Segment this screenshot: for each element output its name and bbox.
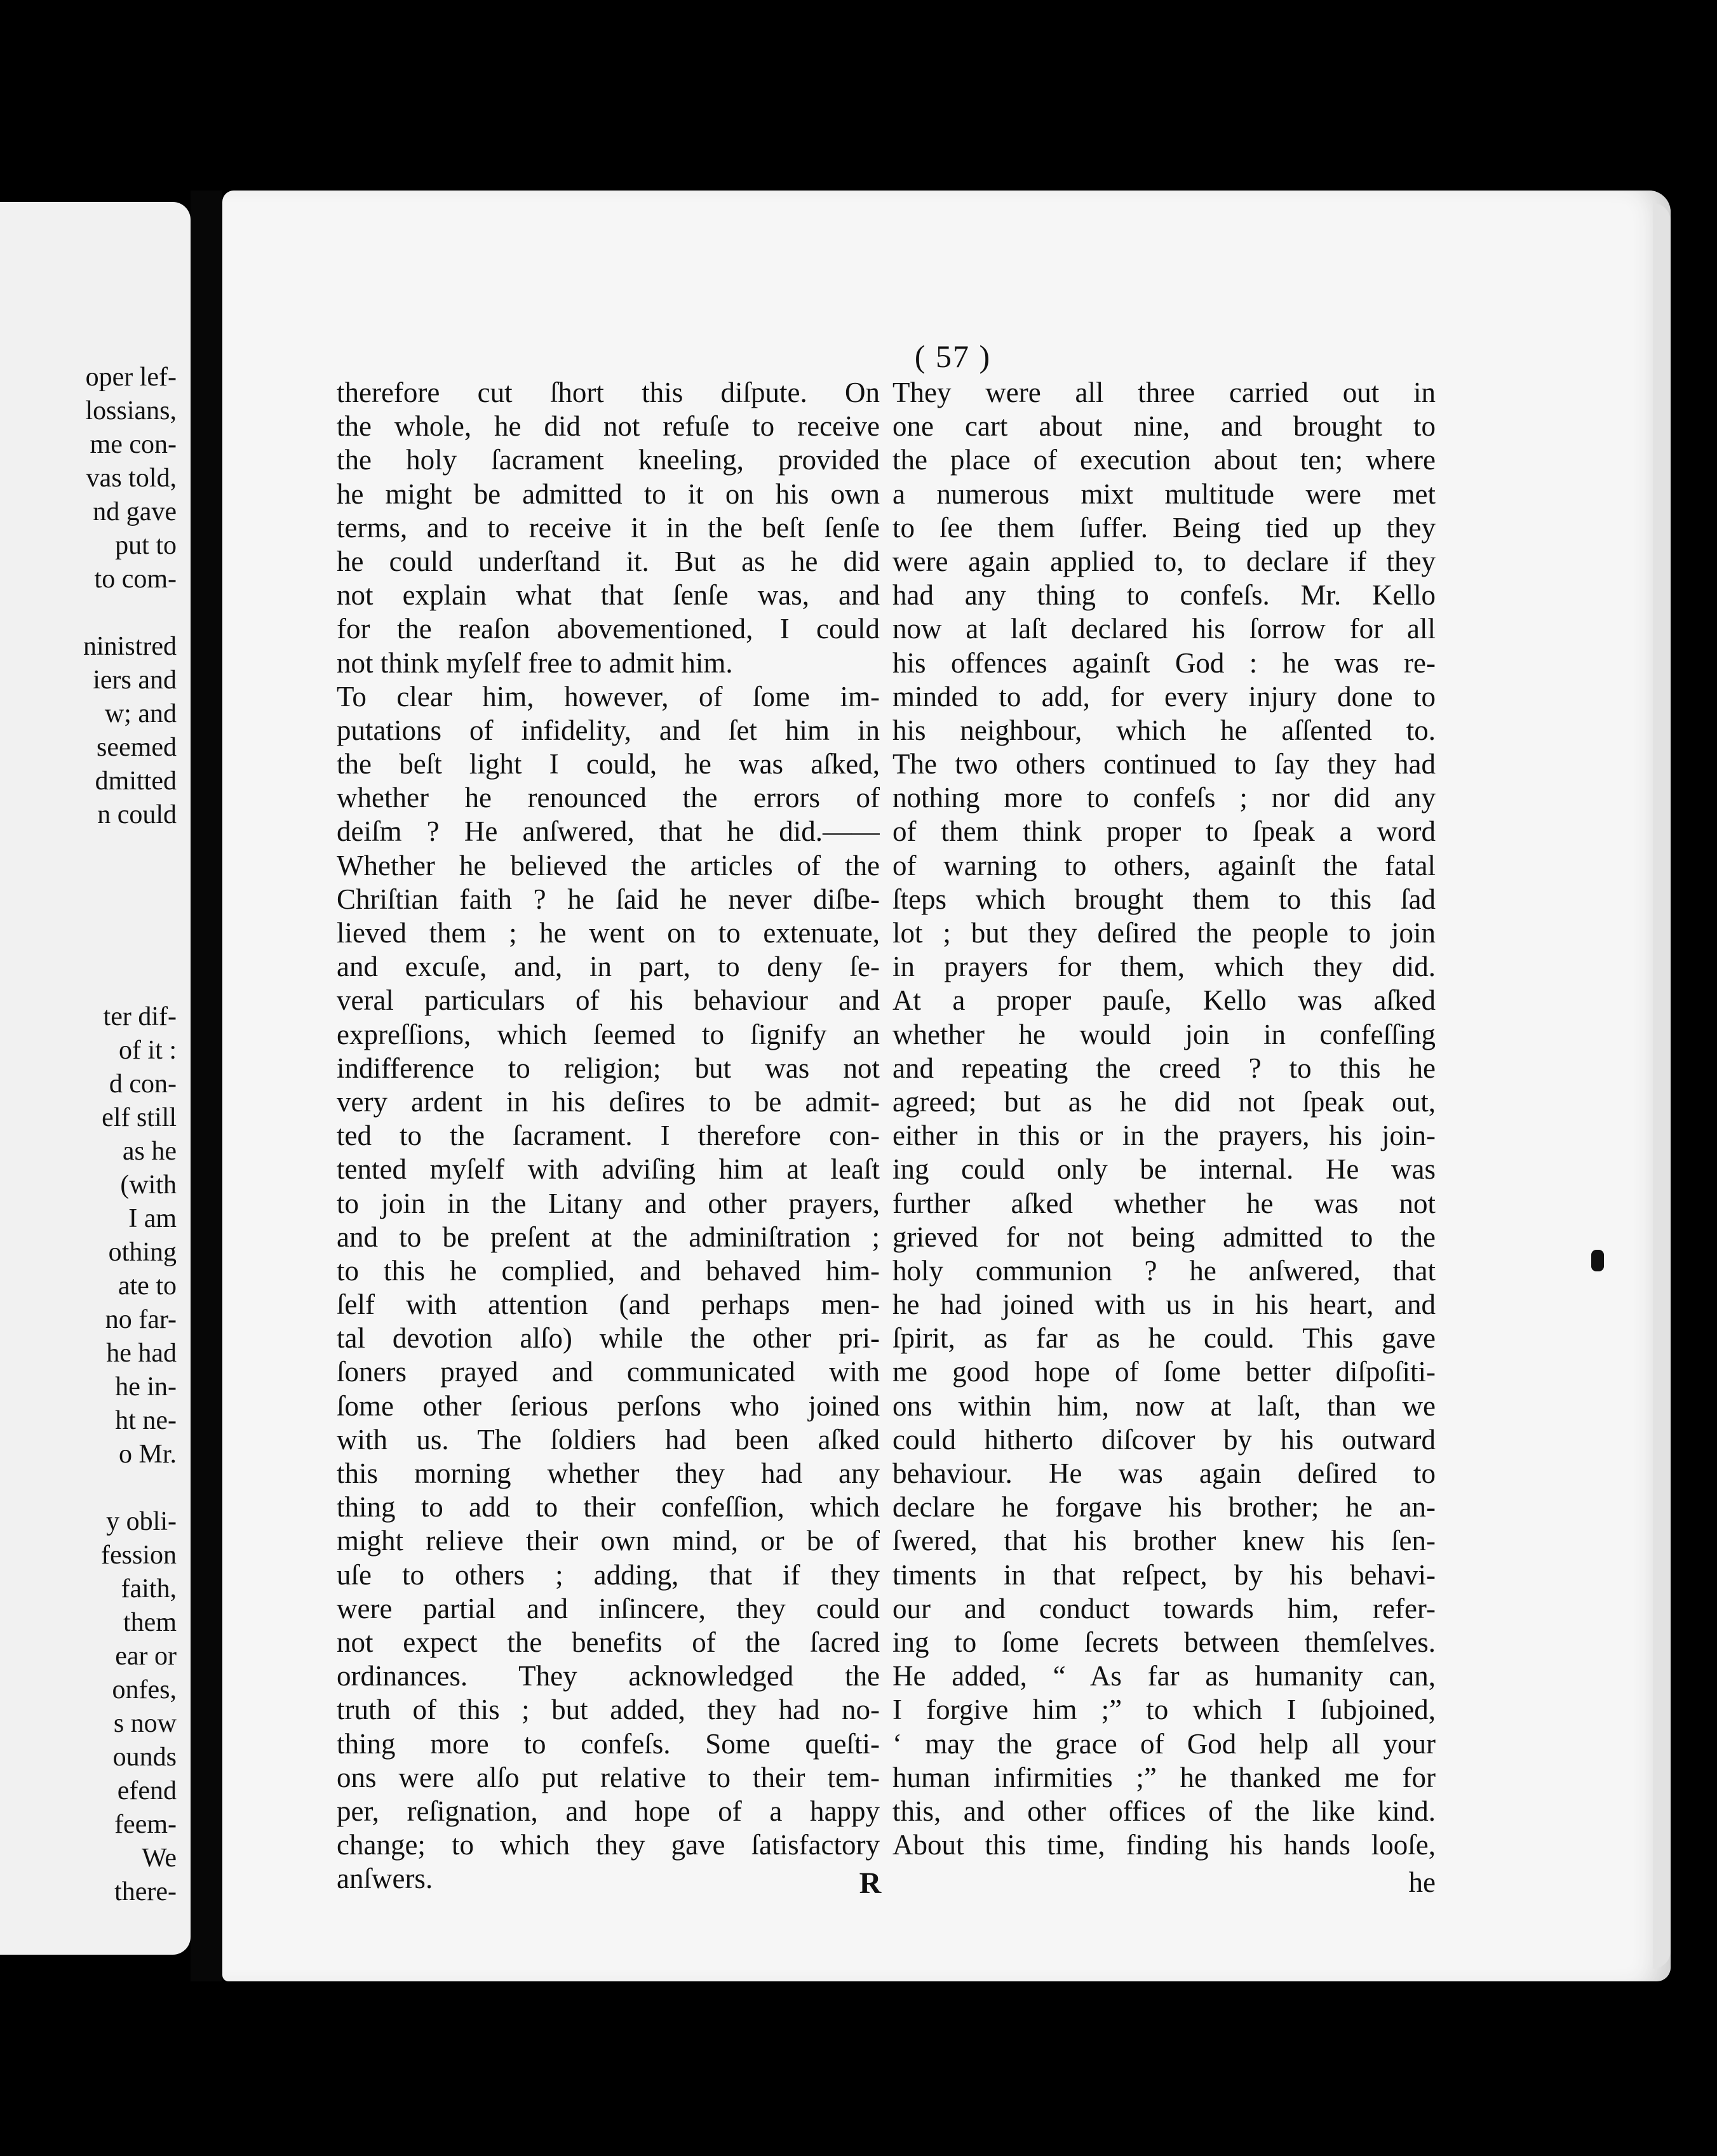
text-line: he had joined with us in his heart, and (892, 1289, 1436, 1321)
ink-blot (1591, 1250, 1604, 1271)
text-line: for the reaſon abovementioned, I could (337, 613, 880, 645)
text-line: At a proper pauſe, Kello was aſked (892, 984, 1436, 1017)
text-line: to this he complied, and behaved him- (337, 1254, 880, 1287)
text-line: either in this or in the prayers, his join- (892, 1120, 1436, 1152)
fragment-line: seemed (97, 733, 177, 762)
text-line: of warning to others, againſt the fatal (892, 849, 1436, 881)
fragment-line: ate to (118, 1271, 177, 1301)
fragment-line: dmitted (95, 767, 177, 796)
text-line: in prayers for them, which they did. (892, 951, 1436, 983)
fragment-line: ear or (115, 1642, 177, 1671)
text-line: tal devotion alſo) while the other pri- (337, 1322, 880, 1355)
text-line: deiſm ? He anſwered, that he did.—— (337, 815, 880, 848)
fragment-line: ht ne- (115, 1406, 177, 1435)
text-line: ‘ may the grace of God help all your (892, 1727, 1436, 1760)
text-line: and to be preſent at the adminiſtration ; (337, 1221, 880, 1253)
text-line: truth of this ; but added, they had no- (337, 1694, 880, 1726)
text-line: behaviour. He was again deſired to (892, 1457, 1436, 1489)
book-gutter (191, 191, 222, 1981)
fragment-line (0, 967, 177, 1000)
text-line: ing could only be internal. He was (892, 1153, 1436, 1186)
text-line: ſwered, that his brother knew his ſen- (892, 1525, 1436, 1557)
fragment-line: feem- (114, 1810, 177, 1839)
fragment-line: faith, (121, 1574, 177, 1604)
text-line: ſoners prayed and communicated with (337, 1356, 880, 1388)
fragment-line: of it : (119, 1036, 177, 1065)
page-number: ( 57 ) (914, 338, 992, 374)
text-line: whether he renounced the errors of (337, 782, 880, 814)
text-line: whether he would join in confeſſing (892, 1018, 1436, 1050)
fragment-line: there- (114, 1877, 177, 1906)
fragment-line: he in- (115, 1372, 177, 1402)
text-line: the whole, he did not refuſe to receive (337, 410, 880, 443)
text-line: his offences againſt God : he was re- (892, 646, 1436, 679)
text-line: holy communion ? he anſwered, that (892, 1254, 1436, 1287)
text-line: expreſſions, which ſeemed to ſignify an (337, 1018, 880, 1050)
fragment-line: o Mr. (118, 1440, 177, 1469)
text-line: ons within him, now at laſt, than we (892, 1389, 1436, 1422)
fragment-line: to com- (94, 565, 177, 594)
text-line: veral particulars of his behaviour and (337, 984, 880, 1017)
fragment-line: them (123, 1608, 177, 1637)
text-line: anſwers. (337, 1863, 433, 1895)
text-line: the beſt light I could, he was aſked, (337, 748, 880, 780)
text-line: further aſked whether he was not (892, 1187, 1436, 1219)
text-line: to join in the Litany and other prayers, (337, 1187, 880, 1219)
text-line: minded to add, for every injury done to (892, 680, 1436, 713)
fragment-line: w; and (104, 699, 177, 728)
fragment-line: put to (115, 531, 177, 560)
text-line: thing more to confeſs. Some queſti- (337, 1727, 880, 1760)
text-line: this morning whether they had any (337, 1457, 880, 1489)
text-line: ons were alſo put relative to their tem- (337, 1761, 880, 1793)
fragment-line: s now (113, 1709, 177, 1738)
text-line: ſteps which brought them to this ſad (892, 883, 1436, 915)
text-line: not explain what that ſenſe was, and (337, 579, 880, 612)
text-line: tented myſelf with adviſing him at leaſt (337, 1153, 880, 1186)
text-line: his neighbour, which he aſſented to. (892, 714, 1436, 746)
text-line: ordinances. They acknowledged the (337, 1660, 880, 1692)
text-line: one cart about nine, and brought to (892, 410, 1436, 443)
text-line: to ſee them ſuffer. Being tied up they (892, 511, 1436, 544)
fragment-line: othing (108, 1238, 177, 1267)
text-line: ſpirit, as far as he could. This gave (892, 1322, 1436, 1355)
text-line: To clear him, however, of ſome im- (337, 680, 880, 713)
text-line: Chriſtian faith ? he ſaid he never diſbe- (337, 883, 880, 915)
text-line: They were all three carried out in (892, 377, 1436, 408)
page-57 (222, 191, 1671, 1981)
text-line: About this time, finding his hands looſe, (892, 1829, 1436, 1861)
text-line: lot ; but they deſired the people to join (892, 917, 1436, 949)
text-line: ted to the ſacrament. I therefore con- (337, 1120, 880, 1152)
text-line: had any thing to confeſs. Mr. Kello (892, 579, 1436, 612)
fragment-line: lossians, (85, 396, 177, 425)
fragment-line: vas told, (86, 464, 177, 493)
fragment-line: ounds (112, 1743, 177, 1772)
text-line: very ardent in his deſires to be admit- (337, 1085, 880, 1118)
facing-page-text (0, 361, 177, 1909)
fragment-line: no far- (105, 1305, 177, 1334)
text-line: and excuſe, and, in part, to deny ſe- (337, 951, 880, 983)
fragment-line: d con- (109, 1069, 177, 1099)
text-line: uſe to others ; adding, that if they (337, 1558, 880, 1591)
facing-page-left (0, 202, 191, 1955)
page-edge (1653, 203, 1671, 1969)
text-line: a numerous mixt multitude were met (892, 478, 1436, 510)
fragment-line (0, 832, 177, 866)
fragment-line: ninistred (83, 632, 177, 661)
text-line: not expect the benefits of the ſacred (337, 1626, 880, 1658)
fragment-line: We (142, 1844, 177, 1873)
fragment-line (0, 596, 177, 630)
fragment-line (0, 899, 177, 933)
text-line: now at laſt declared his ſorrow for all (892, 613, 1436, 645)
text-line: he could underſtand it. But as he did (337, 545, 880, 577)
fragment-line: nd gave (93, 497, 177, 526)
text-line: might relieve their own mind, or be of (337, 1525, 880, 1557)
text-line: indifference to religion; but was not (337, 1052, 880, 1084)
text-column-left (337, 376, 880, 1896)
text-line: lieved them ; he went on to extenuate, (337, 917, 880, 949)
text-line: he might be admitted to it on his own (337, 478, 880, 510)
text-line: not think myſelf free to admit him. (337, 646, 733, 679)
fragment-line: elf still (102, 1103, 177, 1132)
text-line: this, and other offices of the like kind. (892, 1795, 1436, 1827)
signature-mark: R (859, 1866, 882, 1900)
text-line: of them think proper to ſpeak a word (892, 815, 1436, 848)
text-line: nothing more to confeſs ; nor did any (892, 782, 1436, 814)
text-line: grieved for not being admitted to the (892, 1221, 1436, 1253)
text-line: declare he forgave his brother; he an- (892, 1491, 1436, 1523)
fragment-line: (with (120, 1170, 177, 1200)
fragment-line (0, 866, 177, 899)
text-column-right (892, 376, 1436, 1862)
text-line: the holy ſacrament kneeling, provided (337, 444, 880, 476)
text-line: human infirmities ;” he thanked me for (892, 1761, 1436, 1793)
text-line: agreed; but as he did not ſpeak out, (892, 1085, 1436, 1118)
text-line: our and conduct towards him, refer- (892, 1592, 1436, 1624)
text-line: and repeating the creed ? to this he (892, 1052, 1436, 1084)
text-line: therefore cut ſhort this diſpute. On (337, 377, 880, 408)
text-line: were partial and inſincere, they could (337, 1592, 880, 1624)
text-line: He added, “ As far as humanity can, (892, 1660, 1436, 1692)
fragment-line: ter dif- (103, 1002, 177, 1031)
fragment-line: oper lef- (85, 363, 177, 392)
fragment-line: iers and (93, 666, 177, 695)
fragment-line: I am (128, 1204, 177, 1233)
fragment-line (0, 933, 177, 967)
text-line: ſelf with attention (and perhaps men- (337, 1289, 880, 1321)
text-line: me good hope of ſome better diſpoſiti- (892, 1356, 1436, 1388)
fragment-line: n could (97, 800, 177, 829)
text-line: the place of execution about ten; where (892, 444, 1436, 476)
catchword: he (1408, 1866, 1436, 1898)
fragment-line: y obli- (106, 1507, 177, 1536)
text-line: change; to which they gave ſatisfactory (337, 1829, 880, 1861)
text-line: terms, and to receive it in the beſt ſenſe (337, 511, 880, 544)
fragment-line: me con- (90, 430, 177, 459)
text-line: could hitherto diſcover by his outward (892, 1423, 1436, 1456)
fragment-line: onfes, (112, 1675, 177, 1704)
fragment-line: as he (122, 1137, 177, 1166)
text-line: per, reſignation, and hope of a happy (337, 1795, 880, 1827)
text-line: with us. The ſoldiers had been aſked (337, 1423, 880, 1456)
text-line: timents in that reſpect, by his behavi- (892, 1558, 1436, 1591)
text-line: putations of infidelity, and ſet him in (337, 714, 880, 746)
text-line: The two others continued to ſay they had (892, 748, 1436, 780)
fragment-line: fession (101, 1541, 177, 1570)
text-line: Whether he believed the articles of the (337, 849, 880, 881)
text-line: ſome other ſerious perſons who joined (337, 1389, 880, 1422)
text-line: I forgive him ;” to which I ſubjoined, (892, 1694, 1436, 1726)
text-line: thing to add to their confeſſion, which (337, 1491, 880, 1523)
text-line: were again applied to, to declare if they (892, 545, 1436, 577)
text-line: ing to ſome ſecrets between themſelves. (892, 1626, 1436, 1658)
fragment-line: he had (106, 1339, 177, 1368)
fragment-line: efend (117, 1776, 177, 1805)
fragment-line (0, 1471, 177, 1505)
